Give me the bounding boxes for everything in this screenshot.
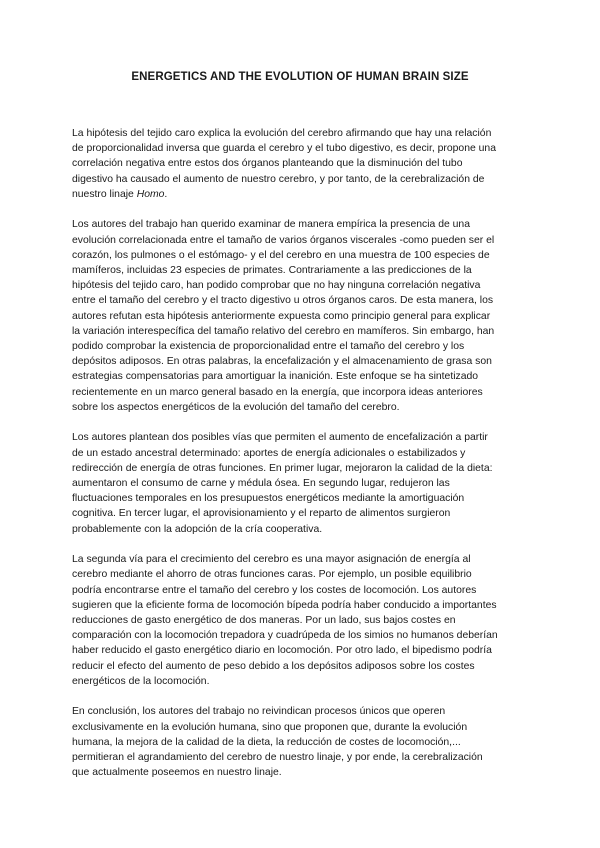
document-title: ENERGETICS AND THE EVOLUTION OF HUMAN BRAIN SIZE xyxy=(131,71,469,83)
text-line: comparación con la locomoción trepadora y cuadrúpeda de los simios no humanos deberían xyxy=(72,630,498,642)
text-line: En conclusión, los autores del trabajo no reivindican procesos únicos que operen xyxy=(72,706,446,718)
text-line: depósitos adiposos. En otras palabras, la encefalización y el almacenamiento de grasa son xyxy=(72,356,492,368)
text-line: sobre los aspectos energéticos de la evolución del tamaño del cerebro. xyxy=(72,401,400,413)
text-line: entre el tamaño del cerebro y el tracto digestivo u otros órganos caros. De esta manera, los xyxy=(72,295,494,307)
text-line: Los autores del trabajo han querido examinar de manera empírica la presencia de una xyxy=(72,219,470,231)
text-line: de proporcionalidad inversa que guarda el cerebro y el tubo digestivo, es decir, propone una xyxy=(72,143,496,155)
text-line: La segunda vía para el crecimiento del cerebro es una mayor asignación de energía al xyxy=(72,554,471,566)
text-line: podría encontrarse entre el tamaño del cerebro y los costes de locomoción. Los autores xyxy=(72,584,477,596)
text-line: cerebro mediante el ahorro de otras funciones caras. Por ejemplo, un posible equilibrio xyxy=(72,569,472,581)
text-line: estrategias compensatorias para amortiguar la inanición. Este enfoque se ha sintetizado xyxy=(72,371,479,383)
text-punct: . xyxy=(164,188,168,200)
text-line: haber reducido el gasto energético diario en locomoción. Por otro lado, el bipedismo podría xyxy=(72,645,492,657)
document-body xyxy=(72,126,528,796)
paragraph-2 xyxy=(72,217,528,414)
text-line-final xyxy=(72,187,528,202)
text-line: la variación interespecífica del tamaño relativo del cerebro en mamíferos. Sin embargo, han xyxy=(72,325,495,337)
text-line: recientemente en un marco general basado en la energía, que incorpora ideas anteriores xyxy=(72,386,483,398)
text-line: redirección de energía de otras funciones. En primer lugar, mejoraron la calidad de la dieta: xyxy=(72,462,493,474)
text-line: corazón, los pulmones o el estómago- y el del cerebro en una muestra de 100 especies de xyxy=(72,249,490,261)
text-line: de un estado ancestral determinado: aportes de energía adicionales o estabilizados y xyxy=(72,447,466,459)
text-line: fluctuaciones temporales en los presupuestos energéticos mediante la amortiguación xyxy=(72,493,465,505)
text-line: reducciones de gasto energético de dos maneras. Por un lado, sus bajos costes en xyxy=(72,614,456,626)
text-line: La hipótesis del tejido caro explica la evolución del cerebro afirmando que hay una relación xyxy=(72,128,492,139)
italic-term: Homo xyxy=(136,188,165,200)
paragraph-3 xyxy=(72,430,528,536)
text-line: evolución correlacionada entre el tamaño de varios órganos viscerales -como pueden ser el xyxy=(72,234,495,246)
text-line: autores refutan esta hipótesis anteriormente expuesta como principio general para explicar xyxy=(72,310,491,322)
text-line: humana, la mejora de la calidad de la dieta, la reducción de costes de locomoción,... xyxy=(72,736,461,748)
text-line: cognitiva. En tercer lugar, el aprovisionamiento y el reparto de alimentos surgieron xyxy=(72,508,451,520)
text-line: hipótesis del tejido caro, han podido comprobar que no hay ninguna correlación negativa xyxy=(72,280,481,292)
paragraph-4 xyxy=(72,552,528,689)
text-line: correlación negativa entre estos dos órganos planteando que la disminución del tubo xyxy=(72,158,463,170)
text-line: Los autores plantean dos posibles vías que permiten el aumento de encefalización a partir xyxy=(72,432,488,444)
text-line: podido comprobar la existencia de proporcionalidad entre el tamaño del cerebro y los xyxy=(72,340,465,352)
text-line: exclusivamente en la evolución humana, sino que proponen que, durante la evolución xyxy=(72,721,468,733)
text-line: probablemente con la adopción de la cría cooperativa. xyxy=(72,523,323,535)
paragraph-5 xyxy=(72,704,528,780)
text-line: digestivo ha causado el aumento de nuestro cerebro, y por tanto, de la cerebralización de xyxy=(72,173,485,185)
text-line: que actualmente poseemos en nuestro linaje. xyxy=(72,767,282,779)
text-line: mamíferos, incluidas 23 especies de primates. Contrariamente a las predicciones de la xyxy=(72,265,472,276)
text-line: reducir el efecto del aumento de peso debido a los depósitos adiposos sobre los costes xyxy=(72,660,475,672)
text-line: permitieran el agrandamiento del cerebro de nuestro linaje, y por ende, la cerebralización xyxy=(72,751,483,763)
text-line: sugieren que la eficiente forma de locomoción bípeda podría haber conducido a importantes xyxy=(72,599,497,611)
text-run: nuestro linaje xyxy=(72,188,137,200)
text-line: aumentaron el consumo de carne y médula ósea. En segundo lugar, redujeron las xyxy=(72,477,450,489)
text-line: energéticos de la locomoción. xyxy=(72,675,210,687)
paragraph-1 xyxy=(72,126,528,202)
